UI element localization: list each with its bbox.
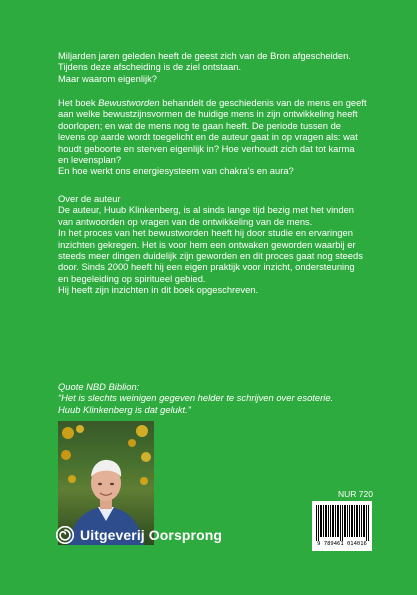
quote-line: “Het is slechts weinigen gegeven helder te schrijven over esoterie. [58,392,334,404]
book-line: Het boek Bewustworden behandelt de geschiedenis van de mens en geeft [58,97,367,108]
quote-source: Quote NBD Biblion: [58,381,140,392]
book-line: aan welke bewustzijnsvormen de huidige mens in zijn ontwikkeling heeft [58,108,358,120]
book-line: houdt geboorte en sterven eigenlijk in? Hoe verhoudt zich dat tot karma [58,142,355,154]
barcode-digits: 9 789461 014016 [317,541,367,547]
author-line: steeds meer dingen duidelijk zijn geworden en dit proces gaat nog steeds [58,250,363,262]
review-quote [58,381,368,415]
author-line: Hij heeft zijn inzichten in dit boek opgeschreven. [58,284,259,296]
author-line: door. Sinds 2000 heeft hij een eigen praktijk voor inzicht, ondersteuning [58,261,355,273]
intro-line: Miljarden jaren geleden heeft de geest zich van de Bron afgescheiden. [58,50,351,61]
author-section [58,193,363,296]
spiral-logo-icon [56,526,74,544]
quote-line: Huub Klinkenberg is dat gelukt.” [58,403,191,415]
publisher-brand [56,526,222,544]
author-line: In het proces van het bewustworden heeft hij door studie en ervaringen [58,227,353,239]
book-line: En hoe werkt ons energiesysteem van chakra's en aura? [58,165,294,177]
isbn-barcode [312,501,372,551]
author-line: en begeleiding op spiritueel gebied. [58,272,206,284]
author-line: De auteur, Huub Klinkenberg, is al sinds lange tijd bezig met het vinden [58,204,355,216]
intro-line: Tijdens deze afscheiding is de ziel ontstaan. [58,61,242,73]
author-line: inzichten gekregen. Het is voor hem een ontwaken geworden waarbij er [58,238,356,250]
book-line: levens op aarde wordt toegelicht en de auteur gaat in op vragen als: wat [58,131,358,143]
book-description [58,97,367,177]
intro-text [58,50,360,84]
book-line: en levensplan? [58,154,122,166]
nur-code: NUR 720 [338,489,373,499]
author-line: van antwoorden op vragen van de ontwikkeling van de mens. [58,215,313,227]
author-heading: Over de auteur [58,193,121,204]
publisher-name: Uitgeverij Oorsprong [80,527,223,543]
book-title: Bewustworden [98,97,160,108]
intro-line: Maar waarom eigenlijk? [58,72,158,84]
book-line: doorlopen; en wat de mens nog te gaan heeft. De periode tussen de [58,119,342,131]
